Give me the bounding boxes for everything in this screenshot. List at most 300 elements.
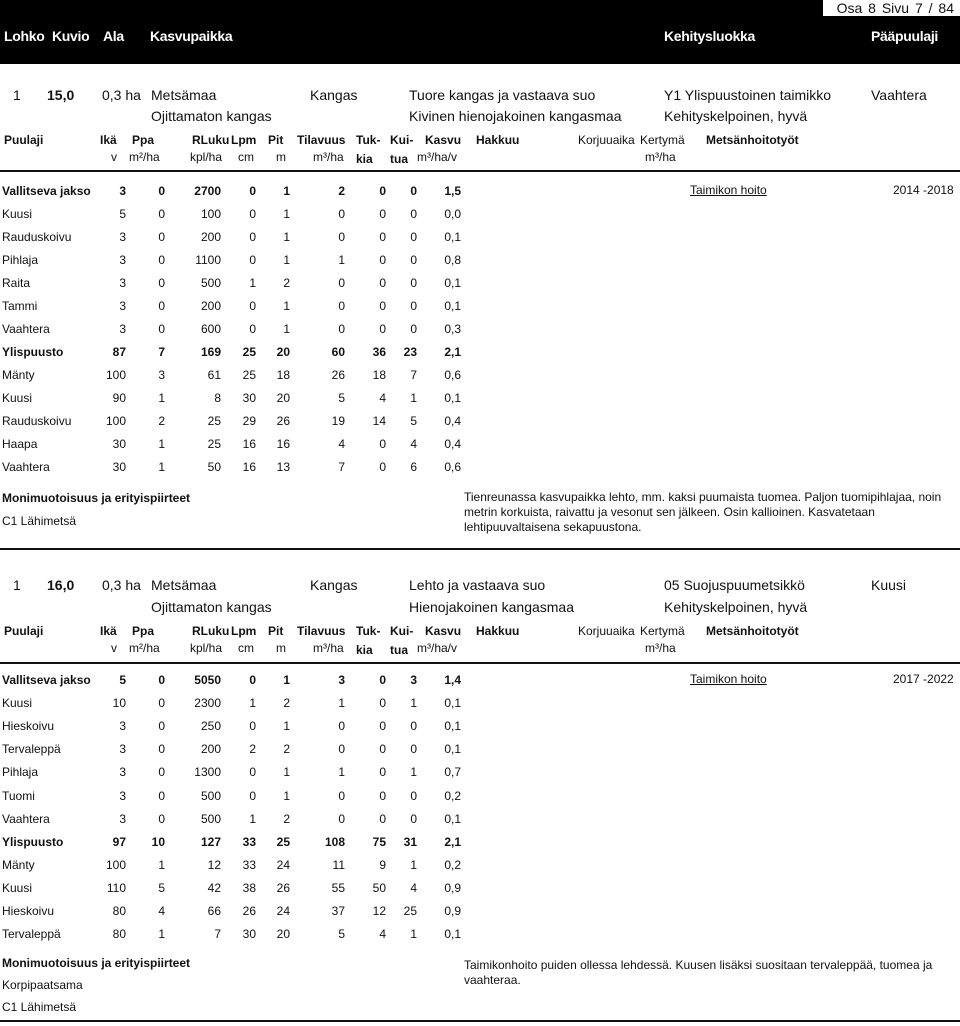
col-tilavuus-unit: m³/ha: [313, 150, 344, 164]
value-cell: 0: [249, 765, 256, 780]
value-cell: 3: [119, 184, 126, 198]
value-cell: 60: [331, 345, 345, 359]
value-cell: 9: [379, 857, 386, 872]
species-name: Kuusi: [2, 696, 33, 711]
value-cell: 0: [158, 253, 165, 267]
value-cell: 87: [112, 345, 126, 359]
col-hakkuu: Hakkuu: [476, 624, 520, 638]
value-cell: 0: [379, 811, 386, 826]
col-rluku-unit: kpl/ha: [190, 150, 223, 164]
value-cell: 30: [112, 437, 126, 451]
col-kasvu: Kasvu: [425, 624, 462, 638]
kuvio-number: 15,0: [47, 87, 75, 103]
value-cell: 3: [119, 276, 126, 290]
col-hakkuu: Hakkuu: [476, 133, 520, 147]
value-cell: 2: [283, 696, 290, 711]
value-cell: 19: [331, 414, 345, 428]
site-type: Lehto ja vastaava suo: [409, 577, 546, 593]
value-cell: 0: [158, 673, 165, 687]
value-cell: 1: [283, 719, 290, 734]
value-cell: 24: [276, 904, 290, 918]
value-cell: 0: [410, 253, 417, 267]
value-cell: 25: [207, 414, 221, 428]
special-feature-item: C1 Lähimetsä: [2, 1000, 77, 1014]
work-period: 2017 -2022: [893, 672, 954, 686]
col-ika: Ikä: [100, 133, 117, 147]
layer-name: Ylispuusto: [2, 345, 64, 359]
value-cell: 0: [338, 811, 345, 826]
value-cell: 0,1: [444, 742, 461, 757]
figure-divider: [0, 1020, 960, 1022]
value-cell: 30: [242, 927, 256, 942]
value-cell: 0: [410, 719, 417, 734]
value-cell: 0,6: [444, 368, 461, 382]
value-cell: 0,9: [444, 880, 461, 895]
col-kertyma-unit: m³/ha: [645, 150, 676, 164]
report-header-bar: [0, 0, 960, 64]
value-cell: 7: [410, 368, 417, 382]
value-cell: 0: [158, 299, 165, 313]
value-cell: 38: [242, 880, 256, 895]
header-kasvupaikka: Kasvupaikka: [150, 28, 233, 44]
work-period: 2014 -2018: [893, 183, 954, 197]
value-cell: 3: [119, 322, 126, 336]
col-pit-unit: m: [276, 150, 286, 164]
value-cell: 0: [249, 253, 256, 267]
col-kuitua: Kui-: [390, 133, 414, 147]
species-row: [0, 904, 480, 920]
header-divider: [0, 662, 960, 664]
col-kertyma-unit: m³/ha: [645, 641, 676, 655]
col-metsanhoitotyot: Metsänhoitotyöt: [706, 624, 799, 638]
value-cell: 33: [242, 857, 256, 872]
value-cell: 25: [242, 345, 256, 359]
value-cell: 127: [200, 834, 221, 849]
value-cell: 4: [379, 927, 386, 942]
value-cell: 1: [158, 391, 165, 405]
species-row: [0, 322, 480, 338]
value-cell: 1: [338, 696, 345, 711]
value-cell: 20: [276, 391, 290, 405]
col-lpm: Lpm: [231, 624, 257, 638]
value-cell: 0: [249, 788, 256, 803]
value-cell: 29: [242, 414, 256, 428]
value-cell: 10: [112, 696, 126, 711]
species-row: [0, 765, 480, 781]
value-cell: 1,4: [444, 673, 461, 687]
value-cell: 169: [200, 345, 221, 359]
value-cell: 0,1: [444, 230, 461, 244]
col-rluku: RLuku: [192, 624, 230, 638]
main-tree-species: Kuusi: [871, 577, 907, 593]
value-cell: 0: [158, 230, 165, 244]
value-cell: 3: [410, 673, 417, 687]
value-cell: 80: [112, 904, 126, 918]
value-cell: 0,1: [444, 811, 461, 826]
species-row: [0, 460, 480, 476]
value-cell: 0: [158, 742, 165, 757]
species-name: Pihlaja: [2, 253, 39, 267]
species-row: [0, 276, 480, 292]
species-row: [0, 696, 480, 712]
col-rluku: RLuku: [192, 133, 230, 147]
value-cell: 0: [249, 184, 256, 198]
header-kehitysluokka: Kehitysluokka: [664, 28, 756, 44]
value-cell: 80: [112, 927, 126, 942]
drainage-status: Ojittamaton kangas: [151, 108, 272, 124]
value-cell: 25: [242, 368, 256, 382]
value-cell: 5: [338, 927, 345, 942]
col-pit-unit: m: [276, 641, 286, 655]
value-cell: 1: [410, 765, 417, 780]
value-cell: 1: [158, 927, 165, 942]
value-cell: 4: [338, 437, 345, 451]
value-cell: 0: [249, 719, 256, 734]
value-cell: 30: [242, 391, 256, 405]
value-cell: 11: [332, 857, 345, 872]
value-cell: 0: [379, 207, 386, 221]
value-cell: 2: [158, 414, 165, 428]
soil-texture: Hienojakoinen kangasmaa: [409, 599, 574, 615]
value-cell: 100: [105, 368, 126, 382]
value-cell: 3: [119, 299, 126, 313]
value-cell: 0,1: [444, 299, 461, 313]
value-cell: 0,1: [444, 696, 461, 711]
layer-name: Vallitseva jakso: [2, 184, 91, 198]
value-cell: 7: [158, 345, 165, 359]
value-cell: 75: [372, 834, 386, 849]
value-cell: 500: [200, 811, 221, 826]
value-cell: 0: [158, 322, 165, 336]
value-cell: 0: [379, 788, 386, 803]
value-cell: 0: [379, 719, 386, 734]
value-cell: 0: [249, 230, 256, 244]
value-cell: 3: [119, 230, 126, 244]
value-cell: 1: [283, 299, 290, 313]
value-cell: 1: [410, 927, 417, 942]
value-cell: 1: [249, 811, 256, 826]
species-row: [0, 437, 480, 453]
species-row: [0, 719, 480, 735]
value-cell: 0,2: [444, 788, 461, 803]
col-lpm-unit: cm: [238, 641, 254, 655]
species-name: Rauduskoivu: [2, 414, 72, 428]
value-cell: 0: [379, 184, 386, 198]
value-cell: 0,1: [444, 719, 461, 734]
value-cell: 0: [249, 207, 256, 221]
col-tukkia: Tuk-: [356, 133, 381, 147]
value-cell: 90: [112, 391, 126, 405]
value-cell: 26: [242, 904, 256, 918]
value-cell: 33: [242, 834, 256, 849]
species-name: Raita: [2, 276, 31, 290]
value-cell: 97: [112, 834, 126, 849]
value-cell: 1: [338, 253, 345, 267]
col-ika-unit: v: [111, 150, 117, 164]
col-lpm: Lpm: [231, 133, 257, 147]
value-cell: 26: [331, 368, 345, 382]
value-cell: 0: [379, 322, 386, 336]
work-type: Taimikon hoito: [690, 183, 767, 197]
value-cell: 0,4: [444, 414, 461, 428]
value-cell: 3: [119, 253, 126, 267]
value-cell: 0: [158, 788, 165, 803]
value-cell: 23: [403, 345, 417, 359]
value-cell: 1: [283, 184, 290, 198]
value-cell: 1: [410, 857, 417, 872]
soil-type: Kangas: [310, 87, 358, 103]
value-cell: 0: [410, 276, 417, 290]
species-name: Mänty: [2, 857, 35, 872]
col-pit: Pit: [268, 133, 284, 147]
value-cell: 5: [410, 414, 417, 428]
value-cell: 1: [410, 696, 417, 711]
value-cell: 3: [119, 811, 126, 826]
value-cell: 7: [338, 460, 345, 474]
col-ika: Ikä: [100, 624, 117, 638]
drainage-status: Ojittamaton kangas: [151, 599, 272, 615]
value-cell: 0: [158, 719, 165, 734]
col-ppa-unit: m²/ha: [129, 641, 160, 655]
value-cell: 108: [324, 834, 345, 849]
value-cell: 61: [207, 368, 221, 382]
species-row: [0, 858, 480, 874]
area-value: 0,3 ha: [102, 87, 141, 103]
header-divider: [0, 170, 960, 172]
value-cell: 26: [276, 880, 290, 895]
value-cell: 0,2: [444, 857, 461, 872]
value-cell: 4: [410, 437, 417, 451]
kuvio-number: 16,0: [47, 577, 75, 593]
value-cell: 1300: [194, 765, 221, 780]
value-cell: 5: [119, 207, 126, 221]
value-cell: 0: [410, 322, 417, 336]
value-cell: 3: [119, 765, 126, 780]
value-cell: 26: [276, 414, 290, 428]
value-cell: 55: [331, 880, 345, 895]
value-cell: 0: [379, 765, 386, 780]
value-cell: 2700: [194, 184, 221, 198]
species-row: [0, 927, 480, 943]
value-cell: 1,5: [444, 184, 461, 198]
header-kuvio: Kuvio: [52, 28, 90, 44]
value-cell: 16: [276, 437, 290, 451]
col-kuitua-2: tua: [390, 643, 408, 657]
col-pit: Pit: [268, 624, 284, 638]
species-row: [0, 414, 480, 430]
value-cell: 0: [338, 322, 345, 336]
value-cell: 200: [200, 299, 221, 313]
value-cell: 0,7: [444, 765, 461, 780]
special-feature-item: C1 Lähimetsä: [2, 514, 77, 528]
value-cell: 0: [338, 788, 345, 803]
col-kertyma: Kertymä: [640, 624, 685, 638]
soil-type: Kangas: [310, 577, 358, 593]
value-cell: 200: [200, 230, 221, 244]
value-cell: 16: [242, 437, 256, 451]
layer-name: Ylispuusto: [2, 834, 64, 849]
value-cell: 110: [106, 880, 126, 895]
value-cell: 5050: [194, 673, 221, 687]
species-name: Kuusi: [2, 207, 33, 221]
layer-summary-row: [0, 835, 480, 851]
value-cell: 5: [119, 673, 126, 687]
species-name: Hieskoivu: [2, 904, 55, 918]
value-cell: 18: [372, 368, 386, 382]
value-cell: 100: [105, 857, 126, 872]
value-cell: 0: [410, 811, 417, 826]
value-cell: 1: [283, 322, 290, 336]
value-cell: 0: [379, 230, 386, 244]
col-kasvu-unit: m³/ha/v: [417, 641, 458, 655]
value-cell: 0: [410, 299, 417, 313]
value-cell: 1: [338, 765, 345, 780]
value-cell: 2300: [194, 696, 221, 711]
value-cell: 0: [338, 299, 345, 313]
species-name: Mänty: [2, 368, 35, 382]
value-cell: 0: [410, 742, 417, 757]
species-row: [0, 742, 480, 758]
species-name: Hieskoivu: [2, 719, 55, 734]
species-name: Pihlaja: [2, 765, 39, 780]
value-cell: 2: [283, 276, 290, 290]
value-cell: 0: [410, 207, 417, 221]
species-row: [0, 253, 480, 269]
col-kasvu-unit: m³/ha/v: [417, 150, 458, 164]
value-cell: 0: [338, 207, 345, 221]
col-ppa: Ppa: [132, 624, 155, 638]
species-name: Tervaleppä: [2, 927, 61, 942]
value-cell: 0: [379, 696, 386, 711]
value-cell: 0: [379, 253, 386, 267]
value-cell: 30: [112, 460, 126, 474]
value-cell: 0,0: [444, 207, 461, 221]
layer-summary-row: [0, 184, 480, 200]
col-tukkia-2: kia: [356, 152, 373, 166]
lohko-number: 1: [13, 577, 21, 593]
col-tilavuus: Tilavuus: [297, 624, 346, 638]
development-class: Y1 Ylispuustoinen taimikko: [664, 87, 832, 103]
value-cell: 0,1: [444, 391, 461, 405]
value-cell: 0: [379, 742, 386, 757]
col-korjuuaika: Korjuuaika: [578, 133, 635, 147]
col-kertyma: Kertymä: [640, 133, 685, 147]
value-cell: 600: [200, 322, 221, 336]
value-cell: 0,4: [444, 437, 461, 451]
value-cell: 12: [207, 857, 221, 872]
value-cell: 1100: [195, 253, 221, 267]
layer-summary-row: [0, 673, 480, 689]
species-name: Kuusi: [2, 391, 33, 405]
col-ika-unit: v: [111, 641, 117, 655]
value-cell: 7: [214, 927, 221, 942]
value-cell: 5: [158, 880, 165, 895]
value-cell: 20: [276, 927, 290, 942]
value-cell: 25: [403, 904, 417, 918]
value-cell: 5: [338, 391, 345, 405]
value-cell: 1: [283, 207, 290, 221]
value-cell: 1: [283, 673, 290, 687]
header-ala: Ala: [103, 28, 124, 44]
header-paapuulaji: Pääpuulaji: [871, 28, 939, 44]
value-cell: 0: [379, 673, 386, 687]
figure-divider: [0, 548, 960, 550]
value-cell: 36: [372, 345, 386, 359]
soil-texture: Kivinen hienojakoinen kangasmaa: [409, 108, 622, 124]
value-cell: 2: [283, 742, 290, 757]
value-cell: 0,6: [444, 460, 461, 474]
value-cell: 100: [105, 414, 126, 428]
value-cell: 0: [379, 276, 386, 290]
value-cell: 4: [410, 880, 417, 895]
species-name: Kuusi: [2, 880, 33, 895]
value-cell: 31: [403, 834, 417, 849]
value-cell: 4: [379, 391, 386, 405]
species-name: Vaahtera: [2, 460, 50, 474]
page-indicator: Osa 8 Sivu 7 / 84: [823, 0, 960, 16]
value-cell: 12: [372, 904, 386, 918]
value-cell: 0: [158, 811, 165, 826]
value-cell: 0: [410, 788, 417, 803]
species-name: Vaahtera: [2, 811, 50, 826]
value-cell: 2: [249, 742, 256, 757]
species-row: [0, 230, 480, 246]
col-metsanhoitotyot: Metsänhoitotyöt: [706, 133, 799, 147]
area-value: 0,3 ha: [102, 577, 141, 593]
species-name: Vaahtera: [2, 322, 50, 336]
col-tilavuus: Tilavuus: [297, 133, 346, 147]
value-cell: 4: [158, 904, 165, 918]
species-row: [0, 789, 480, 805]
value-cell: 0,3: [444, 322, 461, 336]
development-quality: Kehityskelpoinen, hyvä: [664, 599, 808, 615]
col-ppa-unit: m²/ha: [129, 150, 160, 164]
value-cell: 0: [249, 673, 256, 687]
value-cell: 1: [283, 230, 290, 244]
value-cell: 0: [158, 207, 165, 221]
value-cell: 1: [158, 857, 165, 872]
col-rluku-unit: kpl/ha: [190, 641, 223, 655]
layer-name: Vallitseva jakso: [2, 673, 91, 687]
col-korjuuaika: Korjuuaika: [578, 624, 635, 638]
value-cell: 250: [200, 719, 221, 734]
value-cell: 500: [200, 276, 221, 290]
value-cell: 14: [372, 414, 386, 428]
value-cell: 0: [158, 276, 165, 290]
col-tukkia: Tuk-: [356, 624, 381, 638]
value-cell: 500: [200, 788, 221, 803]
header-lohko: Lohko: [4, 28, 45, 44]
species-name: Tuomi: [2, 788, 35, 803]
col-lpm-unit: cm: [238, 150, 254, 164]
land-class: Metsämaa: [151, 87, 217, 103]
value-cell: 1: [410, 391, 417, 405]
value-cell: 37: [331, 904, 345, 918]
value-cell: 66: [207, 904, 221, 918]
value-cell: 16: [242, 460, 256, 474]
value-cell: 3: [119, 742, 126, 757]
species-row: [0, 299, 480, 315]
value-cell: 0: [338, 719, 345, 734]
value-cell: 2,1: [444, 345, 461, 359]
col-puulaji: Puulaji: [4, 133, 44, 147]
value-cell: 0: [158, 765, 165, 780]
value-cell: 1: [283, 765, 290, 780]
figure-note: Tienreunassa kasvupaikka lehto, mm. kaksi puumaista tuomea. Paljon tuomipihlajaa, noin metrin korkuista, raivattu ja vesonut sen jälkeen. Osin kallioinen. Kasvatetaan lehtipuuvaltaisena sekapuustona.: [464, 490, 942, 534]
development-class: 05 Suojuspuumetsikkö: [664, 577, 805, 593]
value-cell: 3: [338, 673, 345, 687]
value-cell: 0: [379, 460, 386, 474]
